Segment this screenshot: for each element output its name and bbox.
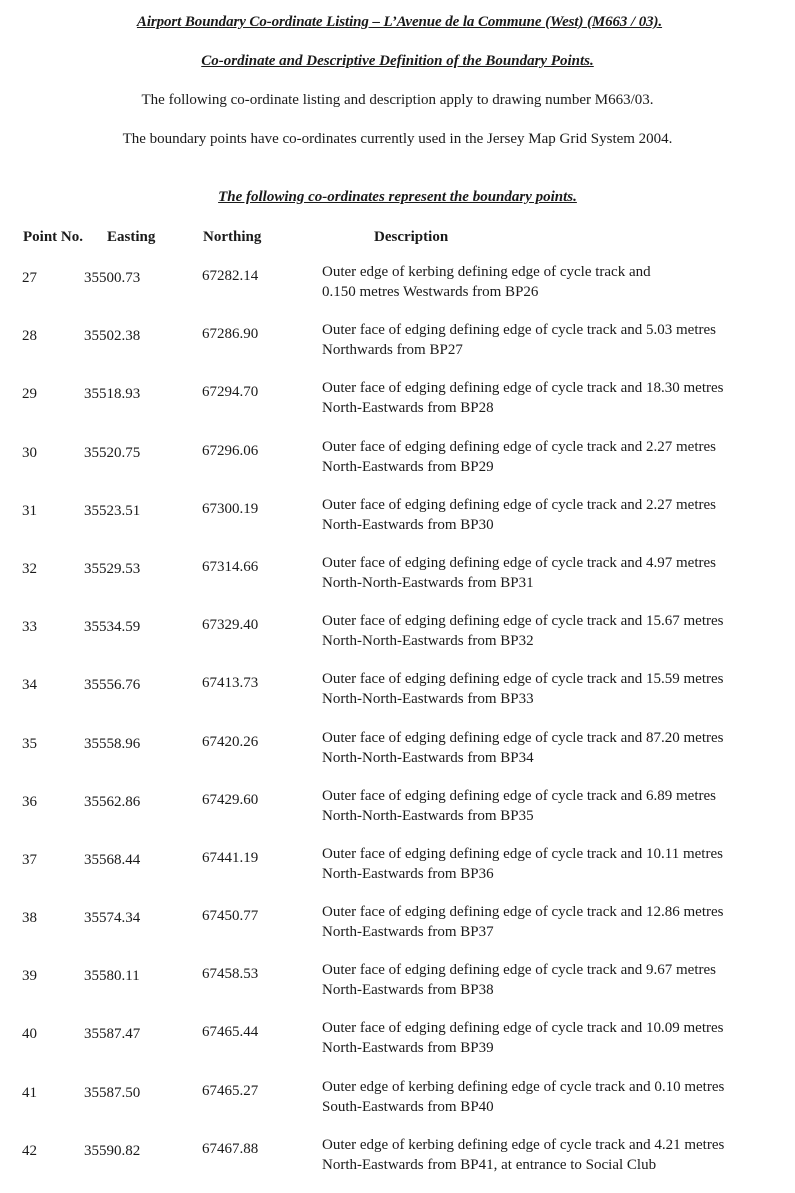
description-cell	[322, 728, 782, 768]
point-number-cell: 34	[22, 677, 37, 694]
table-row	[0, 669, 795, 727]
description-cell	[322, 1135, 782, 1175]
northing-cell: 67458.53	[202, 966, 259, 983]
point-number-cell: 35	[22, 735, 37, 752]
description-line: Outer face of edging defining edge of cycle track and 6.89 metres	[322, 787, 716, 804]
northing-cell: 67465.27	[202, 1082, 259, 1099]
header-description: Description	[374, 229, 449, 245]
easting-cell: 35523.51	[84, 502, 141, 519]
easting-cell: 35580.11	[84, 968, 140, 985]
description-cell	[322, 669, 782, 709]
point-number-cell: 39	[22, 968, 37, 985]
description-line: Outer face of edging defining edge of cycle track and 15.59 metres	[322, 671, 724, 688]
description-line: Outer face of edging defining edge of cycle track and 4.97 metres	[322, 554, 716, 571]
table-row	[0, 611, 795, 669]
point-number-cell: 32	[22, 560, 37, 577]
intro-paragraph-1: The following co-ordinate listing and description apply to drawing number M663/03.	[141, 92, 654, 108]
point-number-cell: 41	[22, 1084, 37, 1101]
table-row	[0, 728, 795, 786]
description-line: 0.150 metres Westwards from BP26	[322, 284, 539, 300]
section-heading: The following co-ordinates represent the boundary points.	[218, 189, 577, 205]
description-cell	[322, 611, 782, 651]
description-cell	[322, 437, 782, 477]
easting-cell: 35558.96	[84, 735, 141, 752]
easting-cell: 35587.50	[84, 1084, 141, 1101]
header-point-no: Point No.	[23, 229, 83, 245]
table-row	[0, 902, 795, 960]
description-line: North-North-Eastwards from BP31	[322, 574, 534, 591]
easting-cell: 35562.86	[84, 793, 141, 810]
northing-cell: 67465.44	[202, 1024, 259, 1041]
table-row	[0, 786, 795, 844]
description-line: North-North-Eastwards from BP33	[322, 691, 534, 708]
point-number-cell: 40	[22, 1026, 37, 1043]
easting-cell: 35590.82	[84, 1142, 141, 1159]
description-cell	[322, 320, 782, 360]
point-number-cell: 36	[22, 793, 37, 810]
description-line: South-Eastwards from BP40	[322, 1098, 494, 1115]
northing-cell: 67467.88	[202, 1140, 259, 1157]
intro-paragraph-2: The boundary points have co-ordinates currently used in the Jersey Map Grid System 2004.	[122, 131, 673, 147]
description-line: North-North-Eastwards from BP34	[322, 749, 534, 766]
point-number-cell: 27	[22, 270, 37, 286]
northing-cell: 67450.77	[202, 908, 259, 925]
description-cell	[322, 960, 782, 1000]
header-easting: Easting	[107, 229, 156, 245]
northing-cell: 67429.60	[202, 791, 259, 808]
description-line: North-Eastwards from BP41, at entrance to Social Club	[322, 1156, 657, 1173]
table-row	[0, 320, 795, 378]
northing-cell: 67329.40	[202, 617, 259, 634]
northing-cell: 67294.70	[202, 384, 259, 401]
description-cell	[322, 902, 782, 942]
description-line: North-Eastwards from BP29	[322, 458, 494, 475]
description-line: Outer face of edging defining edge of cycle track and 87.20 metres	[322, 729, 724, 746]
description-cell	[322, 844, 782, 884]
description-line: Outer face of edging defining edge of cycle track and 9.67 metres	[322, 962, 716, 979]
easting-cell: 35574.34	[84, 910, 141, 927]
table-row	[0, 262, 795, 320]
description-cell	[322, 553, 782, 593]
description-line: Outer face of edging defining edge of cycle track and 5.03 metres	[322, 322, 716, 339]
description-line: North-North-Eastwards from BP32	[322, 633, 534, 650]
description-cell	[322, 495, 782, 535]
table-row	[0, 1077, 795, 1135]
description-line: Outer face of edging defining edge of cycle track and 10.09 metres	[322, 1020, 724, 1037]
easting-cell: 35518.93	[84, 386, 141, 403]
northing-cell: 67441.19	[202, 849, 259, 866]
document-subtitle: Co-ordinate and Descriptive Definition of the Boundary Points.	[201, 53, 594, 69]
table-row	[0, 960, 795, 1018]
point-number-cell: 28	[22, 328, 37, 345]
description-cell	[322, 1018, 782, 1058]
easting-cell: 35568.44	[84, 851, 141, 868]
easting-cell: 35500.73	[84, 270, 141, 286]
point-number-cell: 31	[22, 502, 37, 519]
description-line: North-Eastwards from BP36	[322, 865, 494, 882]
point-number-cell: 37	[22, 851, 37, 868]
northing-cell: 67413.73	[202, 675, 259, 692]
point-number-cell: 42	[22, 1142, 37, 1159]
description-cell	[322, 786, 782, 826]
northing-cell: 67300.19	[202, 500, 259, 517]
description-cell	[322, 378, 782, 418]
table-row	[0, 437, 795, 495]
document-title: Airport Boundary Co-ordinate Listing – L’Avenue de la Commune (West) (M663 / 03).	[136, 14, 663, 30]
table-row	[0, 1018, 795, 1076]
easting-cell: 35529.53	[84, 560, 141, 577]
description-line: Northwards from BP27	[322, 342, 463, 359]
table-row	[0, 378, 795, 436]
description-line: Outer face of edging defining edge of cycle track and 2.27 metres	[322, 496, 716, 513]
description-line: Outer edge of kerbing defining edge of cycle track and 4.21 metres	[322, 1136, 725, 1153]
description-line: North-Eastwards from BP38	[322, 982, 494, 999]
boundary-points-table	[0, 262, 795, 1193]
description-line: Outer face of edging defining edge of cycle track and 18.30 metres	[322, 380, 724, 397]
description-line: North-Eastwards from BP30	[322, 516, 494, 533]
description-line: North-Eastwards from BP39	[322, 1040, 494, 1057]
northing-cell: 67314.66	[202, 558, 259, 575]
description-line: Outer face of edging defining edge of cycle track and 15.67 metres	[322, 613, 724, 630]
northing-cell: 67286.90	[202, 326, 259, 343]
point-number-cell: 33	[22, 619, 37, 636]
easting-cell: 35534.59	[84, 619, 141, 636]
description-line: North-North-Eastwards from BP35	[322, 807, 534, 824]
description-line: Outer edge of kerbing defining edge of cycle track and 0.10 metres	[322, 1078, 725, 1095]
description-line: North-Eastwards from BP28	[322, 400, 494, 417]
table-row	[0, 495, 795, 553]
easting-cell: 35587.47	[84, 1026, 141, 1043]
easting-cell: 35520.75	[84, 444, 141, 461]
description-line: Outer face of edging defining edge of cycle track and 2.27 metres	[322, 438, 716, 455]
description-line: Outer face of edging defining edge of cycle track and 10.11 metres	[322, 845, 723, 862]
description-cell	[322, 1077, 782, 1117]
header-northing: Northing	[203, 229, 262, 245]
table-row	[0, 844, 795, 902]
description-cell	[322, 262, 782, 302]
description-line: North-Eastwards from BP37	[322, 924, 494, 941]
easting-cell: 35502.38	[84, 328, 141, 345]
northing-cell: 67282.14	[202, 268, 259, 284]
table-row	[0, 553, 795, 611]
northing-cell: 67296.06	[202, 442, 259, 459]
northing-cell: 67420.26	[202, 733, 259, 750]
easting-cell: 35556.76	[84, 677, 141, 694]
point-number-cell: 30	[22, 444, 37, 461]
point-number-cell: 29	[22, 386, 37, 403]
description-line: Outer edge of kerbing defining edge of cycle track and	[322, 264, 651, 280]
description-line: Outer face of edging defining edge of cycle track and 12.86 metres	[322, 904, 724, 921]
table-row	[0, 1135, 795, 1193]
point-number-cell: 38	[22, 910, 37, 927]
